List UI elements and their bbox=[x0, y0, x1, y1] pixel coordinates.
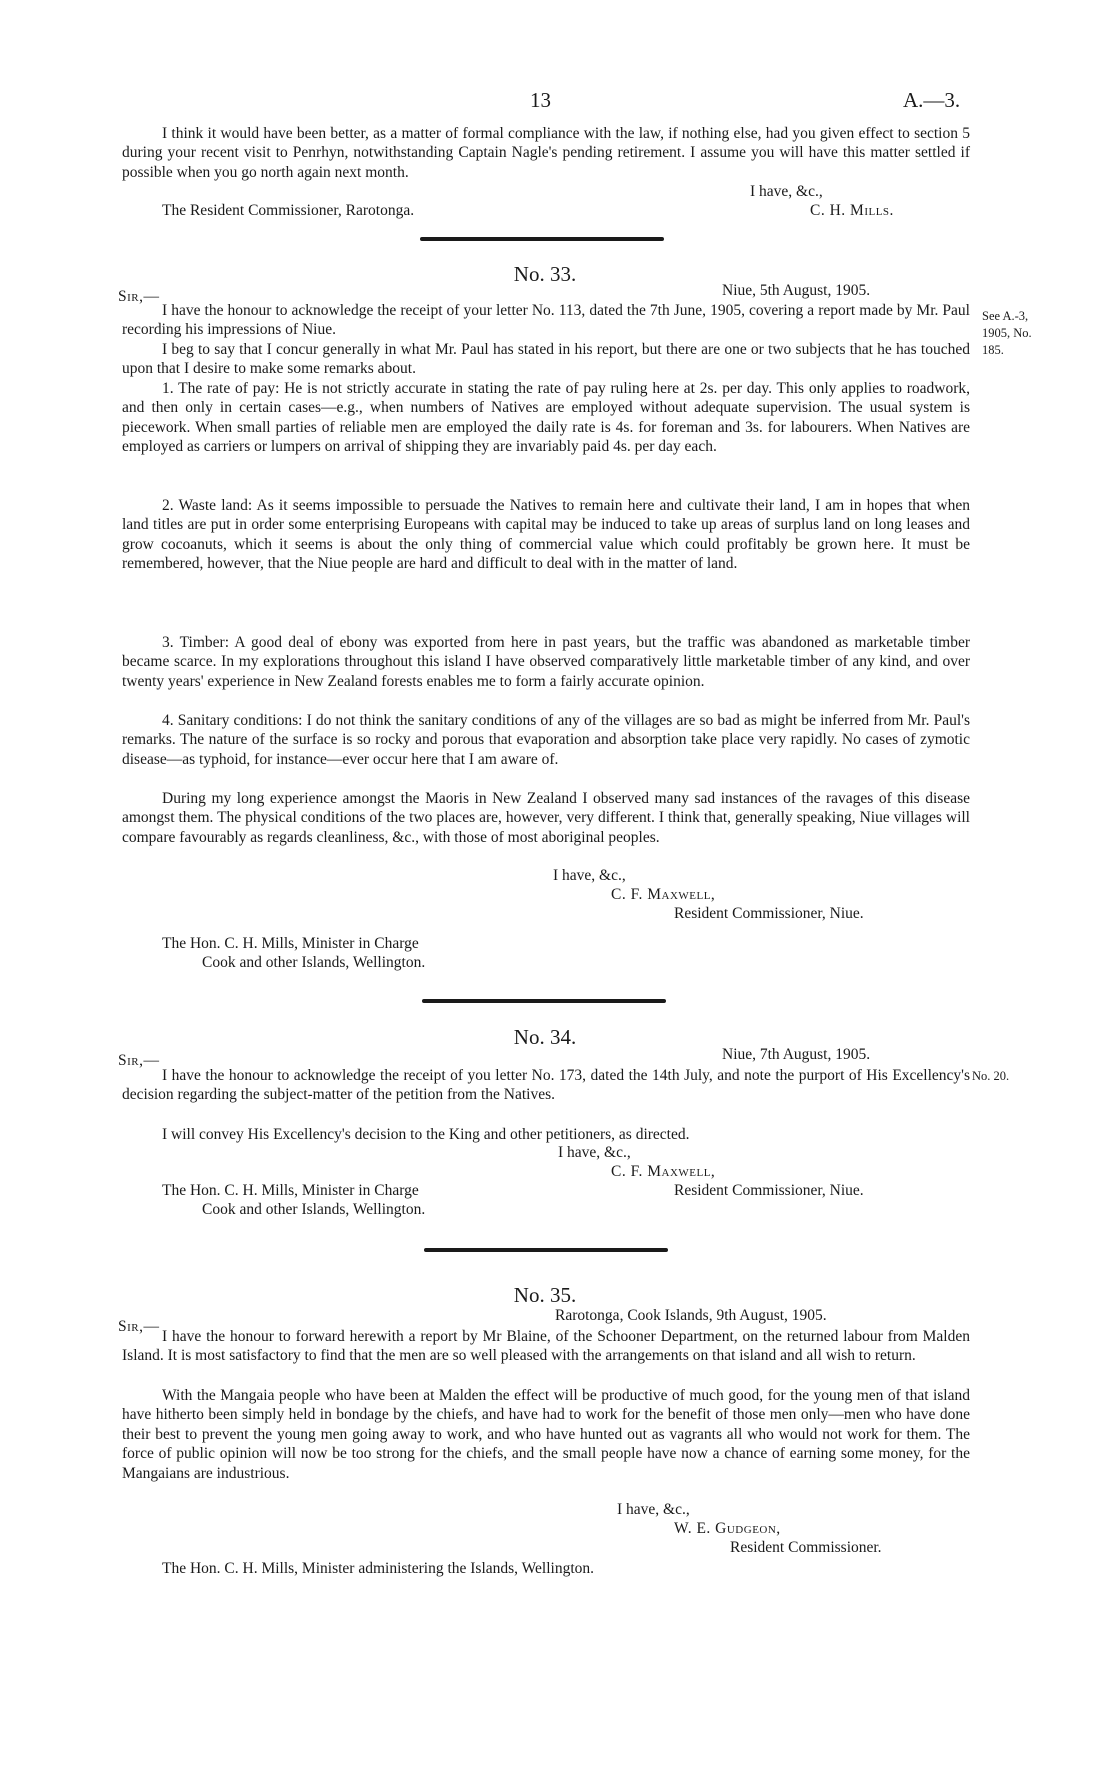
signature: C. F. Maxwell, bbox=[611, 886, 716, 903]
sign-off: I have, &c., bbox=[558, 1144, 631, 1161]
section-divider bbox=[424, 1248, 668, 1252]
letter-paragraph: I have the honour to acknowledge the receipt of you letter No. 173, dated the 14th July, and note the purport of His Excellency's decision regarding the subject-matter of the petition from the Natives. bbox=[122, 1067, 970, 1104]
letter-paragraph: 2. Waste land: As it seems impossible to persuade the Natives to remain here and cultivate their land, I am in hopes that when land titles are put in order some enterprising Europeans with capital may be induced to take up areas of surplus land on long leases and grow cocoanuts, which it seems is about the only thing of commercial value which could profitably be grown here. It must be remembered, however, that the Niue people are hard and difficult to deal with in the matter of land. bbox=[122, 497, 970, 573]
salutation: Sir,— bbox=[118, 1318, 160, 1335]
opening-sign-off: I have, &c., bbox=[750, 183, 823, 200]
signature: C. F. Maxwell, bbox=[611, 1163, 716, 1180]
letter-paragraph: With the Mangaia people who have been at Malden the effect will be productive of much good, for the young men of that island have hitherto been simply held in bondage by the chiefs, and have had to work for the benefit of those men only—men who have done their best to prevent the young men going away to work, and who have hunted out as vagrants all who would not work for them. The force of public opinion will now be too strong for the chiefs, and the small people have now a chance of earning some money, for the Mangaians are industrious. bbox=[122, 1387, 970, 1482]
letter-paragraph: 4. Sanitary conditions: I do not think the sanitary conditions of any of the villages are so bad as might be inferred from Mr. Paul's remarks. The nature of the surface is so rocky and porous that evaporation and absorption take place very rapidly. No cases of zymotic disease—as typhoid, for instance—ever occur here that I am aware of. bbox=[122, 712, 970, 768]
letter-number: No. 33. bbox=[513, 262, 577, 286]
letter-paragraph: I beg to say that I concur generally in what Mr. Paul has stated in his report, but there are one or two subjects that he has touched upon that I desire to make some remarks about. bbox=[122, 341, 970, 378]
signature: W. E. Gudgeon, bbox=[674, 1520, 781, 1537]
opening-paragraph: I think it would have been better, as a matter of formal compliance with the law, if nothing else, had you given effect to section 5 during your recent visit to Penrhyn, notwithstanding Captain Nagle's pending retirement. I assume you will have this matter settled if possible when you go north again next month. bbox=[122, 125, 970, 181]
addressee-line: Cook and other Islands, Wellington. bbox=[202, 954, 426, 971]
section-divider bbox=[420, 237, 664, 241]
margin-note bbox=[972, 1068, 1009, 1085]
letter-number: No. 34. bbox=[513, 1025, 577, 1049]
margin-note-line: No. 20. bbox=[972, 1069, 1010, 1083]
letter-number: No. 35. bbox=[513, 1283, 577, 1307]
letter-paragraph: I will convey His Excellency's decision to the King and other petitioners, as directed. bbox=[162, 1126, 690, 1143]
salutation: Sir,— bbox=[118, 288, 160, 305]
page-number: 13 bbox=[530, 88, 551, 112]
document-reference: A.—3. bbox=[903, 88, 961, 112]
letter-paragraph: I have the honour to acknowledge the receipt of your letter No. 113, dated the 7th June, 1905, covering a report made by Mr. Paul recording his impressions of Niue. bbox=[122, 302, 970, 339]
letter-paragraph: I have the honour to forward herewith a report by Mr Blaine, of the Schooner Department, on the returned labour from Malden Island. It is most satisfactory to find that the men are so well pleased with the arrangements on that island and all wish to return. bbox=[122, 1328, 970, 1365]
margin-note bbox=[982, 308, 1032, 359]
place-date: Niue, 7th August, 1905. bbox=[722, 1046, 871, 1063]
letter-paragraph: 3. Timber: A good deal of ebony was exported from here in past years, but the traffic was abandoned as marketable timber became scarce. In my explorations throughout this island I have observed comparatively little marketable timber of any kind, and over twenty years' experience in New Zealand forests enables me to form a fairly accurate opinion. bbox=[122, 634, 970, 690]
addressee-line: The Hon. C. H. Mills, Minister in Charge bbox=[162, 1182, 419, 1199]
addressee-line: Cook and other Islands, Wellington. bbox=[202, 1201, 426, 1218]
addressee-line: The Hon. C. H. Mills, Minister administering the Islands, Wellington. bbox=[162, 1560, 595, 1577]
opening-addressee: The Resident Commissioner, Rarotonga. bbox=[162, 202, 415, 219]
signatory-title: Resident Commissioner, Niue. bbox=[674, 1182, 864, 1199]
section-divider bbox=[422, 999, 666, 1003]
opening-signature: C. H. Mills. bbox=[810, 202, 894, 219]
place-date: Niue, 5th August, 1905. bbox=[722, 282, 871, 299]
margin-note-line: See A.-3, bbox=[982, 309, 1029, 323]
margin-note-line: 185. bbox=[982, 343, 1004, 357]
sign-off: I have, &c., bbox=[617, 1501, 690, 1518]
letter-paragraph: 1. The rate of pay: He is not strictly accurate in stating the rate of pay ruling here at 2s. per day. This only applies to roadwork, and then only in certain cases—e.g., when numbers of Natives are employed without adequate supervision. The usual system is piecework. When small parties of reliable men are employed the daily rate is 4s. for foreman and 3s. for labourers. When Natives are employed as carriers or lumpers on arrival of shipping they are invariably paid 4s. per day each. bbox=[122, 380, 970, 456]
sign-off: I have, &c., bbox=[553, 867, 626, 884]
signatory-title: Resident Commissioner, Niue. bbox=[674, 905, 864, 922]
margin-note-line: 1905, No. bbox=[982, 326, 1032, 340]
letter-paragraph: During my long experience amongst the Maoris in New Zealand I observed many sad instances of the ravages of this disease amongst them. The physical conditions of the two places are, however, very different. I think that, generally speaking, Niue villages will compare favourably as regards cleanliness, &c., with those of most aboriginal peoples. bbox=[122, 790, 970, 846]
salutation: Sir,— bbox=[118, 1052, 160, 1069]
addressee-line: The Hon. C. H. Mills, Minister in Charge bbox=[162, 935, 419, 952]
signatory-title: Resident Commissioner. bbox=[730, 1539, 882, 1556]
place-date: Rarotonga, Cook Islands, 9th August, 1905. bbox=[555, 1307, 827, 1324]
